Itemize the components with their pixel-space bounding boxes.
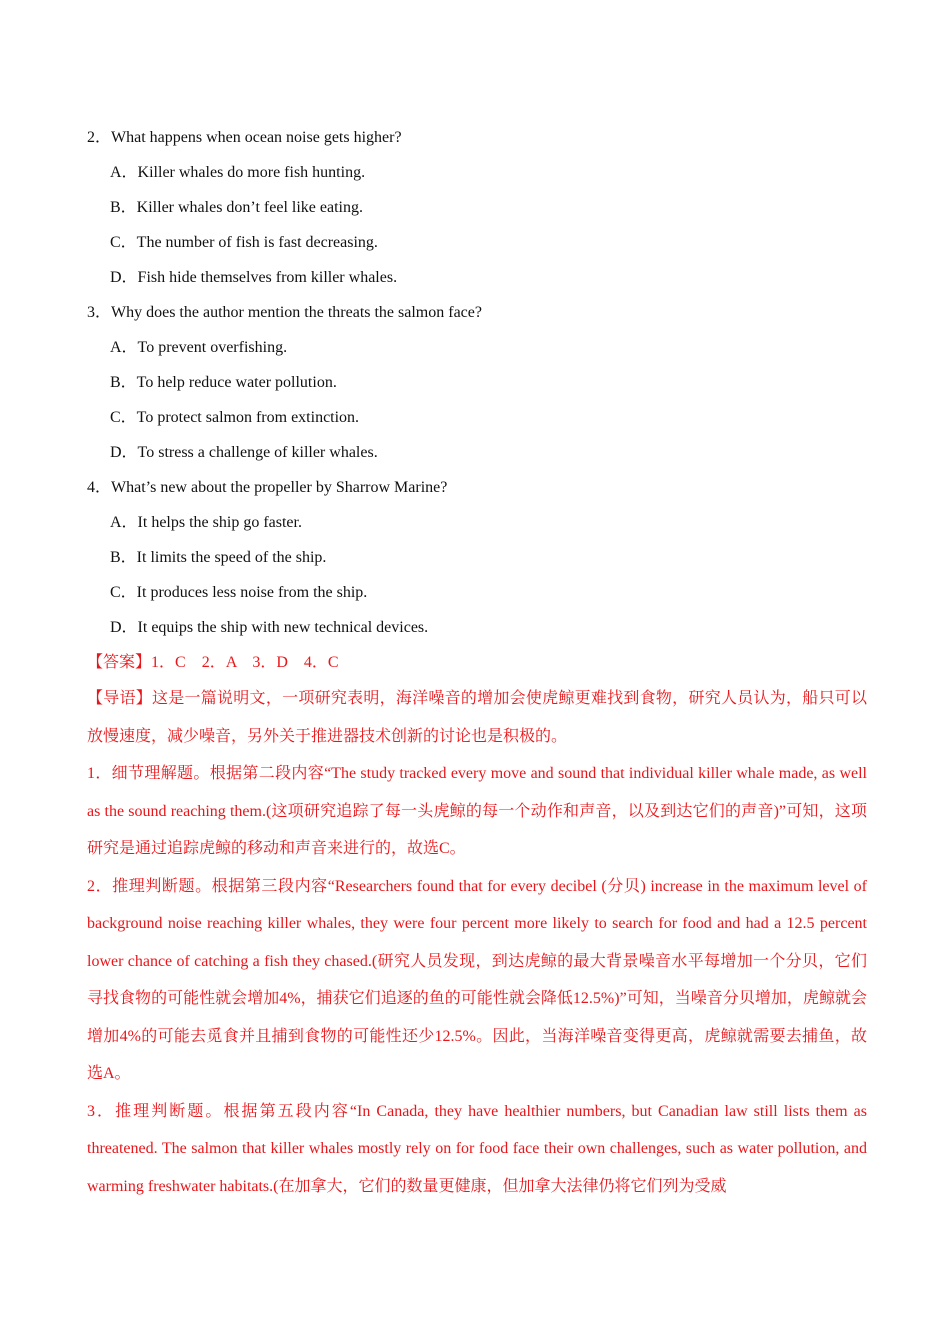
option-a: A．It helps the ship go faster. xyxy=(110,514,302,531)
explanation-3: 3．推理判断题。根据第五段内容“In Canada, they have healthier numbers, but Canadian law still lists them as threatened. The salmon that killer whales mostly rely on for food face their own challenges, such as water pollution, and warming freshwater habitats.(在加拿大，它们的数量更健康，但加拿大法律仍将它们列为受威 xyxy=(87,1102,867,1195)
option-d: D．It equips the ship with new technical devices. xyxy=(110,619,429,636)
explanation-1: 1．细节理解题。根据第二段内容“The study tracked every move and sound that individual killer whale made, as well as the sound reaching them.(这项研究追踪了每一头虎鲸的每一个动作和声音，以及到达它们的声音)”可知，这项研究是通过追踪虎鲸的移动和声音来进行的，故选C。 xyxy=(87,765,867,857)
option-c: C．The number of fish is fast decreasing. xyxy=(110,234,378,251)
option-d: D．Fish hide themselves from killer whales. xyxy=(110,269,398,286)
guide-paragraph xyxy=(87,680,867,755)
question-stem: 3．Why does the author mention the threats the salmon face? xyxy=(87,304,482,321)
option-a: A．To prevent overfishing. xyxy=(110,339,288,356)
answer-line xyxy=(87,645,867,680)
option-b: B．It limits the speed of the ship. xyxy=(110,549,327,566)
question-2 xyxy=(87,120,867,295)
guide-text: 这是一篇说明文，一项研究表明，海洋噪音的增加会使虎鲸更难找到食物，研究人员认为，船只可以放慢速度，减少噪音，另外关于推进器技术创新的讨论也是积极的。 xyxy=(87,690,867,745)
answer-text: 1．C 2．A 3．D 4．C xyxy=(151,654,339,671)
question-3 xyxy=(87,295,867,470)
option-d: D．To stress a challenge of killer whales. xyxy=(110,444,378,461)
answer-tag: 【答案】 xyxy=(87,654,152,671)
page-content xyxy=(87,120,867,1205)
guide-tag: 【导语】 xyxy=(87,690,153,707)
option-b: B．To help reduce water pollution. xyxy=(110,374,337,391)
option-c: C．To protect salmon from extinction. xyxy=(110,409,360,426)
explanation-2: 2．推理判断题。根据第三段内容“Researchers found that for every decibel (分贝) increase in the maximum level of background noise reaching killer whales, they were four percent more likely to search for food and had a 12.5 percent lower chance of catching a fish they chased.(研究人员发现，到达虎鲸的最大背景噪音水平每增加一个分贝，它们寻找食物的可能性就会增加4%，捕获它们追逐的鱼的可能性就会降低12.5%)”可知，当噪音分贝增加，虎鲸就会增加4%的可能去觅食并且捕到食物的可能性还少12.5%。因此，当海洋噪音变得更高，虎鲸就需要去捕鱼，故选A。 xyxy=(87,877,867,1082)
question-4 xyxy=(87,470,867,645)
question-stem: 4．What’s new about the propeller by Sharrow Marine? xyxy=(87,479,448,496)
option-c: C．It produces less noise from the ship. xyxy=(110,584,368,601)
option-a: A．Killer whales do more fish hunting. xyxy=(110,164,366,181)
option-b: B．Killer whales don’t feel like eating. xyxy=(110,199,363,216)
question-stem: 2．What happens when ocean noise gets higher? xyxy=(87,129,402,146)
